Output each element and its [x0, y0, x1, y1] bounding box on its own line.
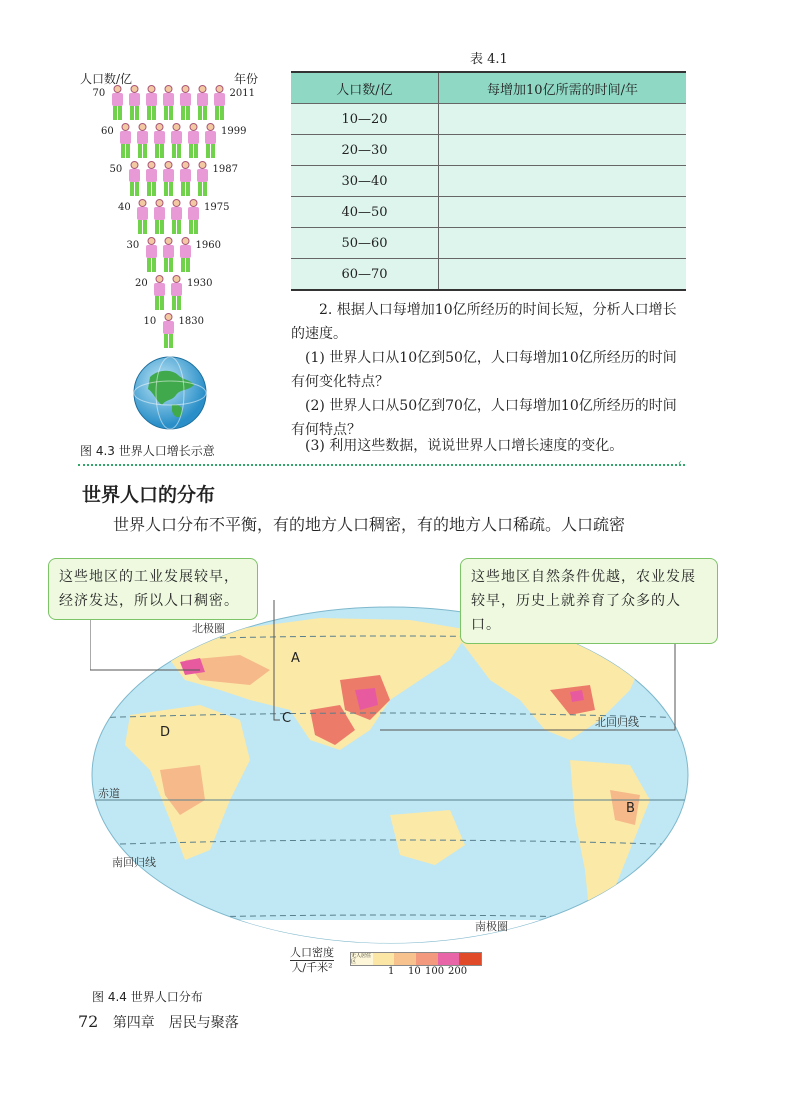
table-cell-range: 40—50: [291, 197, 439, 228]
legend-swatch: [459, 953, 481, 965]
globe-icon: [132, 355, 208, 431]
pyramid-value: 20: [135, 278, 148, 289]
map-label-B: B: [626, 801, 635, 816]
table-row: [291, 197, 686, 228]
table-cell-answer[interactable]: [439, 104, 687, 135]
pyramid-row: [109, 84, 228, 122]
page-number: 72: [78, 1012, 99, 1031]
table-row: [291, 135, 686, 166]
legend-tick-200: 200: [448, 966, 468, 977]
people-row-icon: [160, 312, 177, 350]
pyramid-value: 60: [101, 126, 114, 137]
legend-uninhabited-text: 无人居住区: [351, 953, 372, 965]
legend-swatch: [416, 953, 438, 965]
table-title: 表 4.1: [470, 52, 508, 67]
pyramid-value: 50: [109, 164, 123, 175]
pyramid-row: [151, 274, 185, 312]
table-cell-answer[interactable]: [439, 166, 687, 197]
table-cell-range: 10—20: [291, 104, 439, 135]
legend-swatch: [394, 953, 416, 965]
map-label-equator: 赤道: [98, 787, 120, 800]
legend-title: 人口密度: [290, 946, 334, 959]
legend-swatch-uninhabited: [351, 953, 373, 965]
map-label-tropic-n: 北回归线: [595, 716, 639, 729]
people-row-icon: [117, 122, 219, 160]
people-row-icon: [134, 198, 202, 236]
legend-color-bar: [350, 952, 482, 966]
table-row: [291, 259, 686, 291]
legend-swatch: [373, 953, 395, 965]
chapter-title: 第四章 居民与聚落: [112, 1015, 239, 1031]
table-row: [291, 228, 686, 259]
divider-arrow-icon: ‹: [678, 458, 682, 469]
table-header-population: 人口数/亿: [291, 72, 439, 104]
callout-right: 这些地区自然条件优越，农业发展较早，历史上就养育了众多的人口。: [460, 558, 718, 644]
table-4-1: [291, 71, 686, 291]
legend-tick-10: 10: [408, 966, 421, 977]
table-cell-range: 60—70: [291, 259, 439, 291]
pyramid-year: 1960: [195, 240, 221, 251]
table-header-row: [291, 72, 686, 104]
legend-tick-100: 100: [425, 966, 445, 977]
pyramid-row: [117, 122, 219, 160]
map-label-C: C: [282, 711, 292, 726]
pyramid-year: 1975: [204, 202, 230, 213]
pyramid-year-label: 年份: [234, 72, 259, 86]
pyramid-caption: 图 4.3 世界人口增长示意: [80, 444, 215, 458]
question-2-3: (3) 利用这些数据，说说世界人口增长速度的变化。: [305, 438, 624, 454]
people-row-icon: [126, 160, 211, 198]
map-caption: 图 4.4 世界人口分布: [92, 990, 203, 1004]
legend-swatch: [438, 953, 460, 965]
pyramid-row: [160, 312, 177, 350]
map-label-arctic: 北极圈: [192, 622, 225, 635]
section-divider: [78, 464, 685, 466]
legend-tick-1: 1: [388, 966, 395, 977]
question-2-1: (1) 世界人口从10亿到50亿，人口每增加10亿所经历的时间有何变化特点？: [291, 350, 677, 390]
table-cell-range: 50—60: [291, 228, 439, 259]
pyramid-year: 1987: [212, 164, 238, 175]
question-2-2: (2) 世界人口从50亿到70亿，人口每增加10亿所经历的时间有何特点？: [291, 398, 677, 438]
table-cell-answer[interactable]: [439, 259, 687, 291]
table-row: [291, 104, 686, 135]
pyramid-value: 10: [143, 316, 157, 327]
pyramid-year: 1999: [221, 126, 247, 137]
table-cell-range: 20—30: [291, 135, 439, 166]
world-population-map: [90, 600, 690, 950]
table-cell-answer[interactable]: [439, 135, 687, 166]
table-row: [291, 166, 686, 197]
pyramid-year: 1830: [178, 316, 204, 327]
table-header-years: 每增加10亿所需的时间/年: [439, 72, 687, 104]
pyramid-year: 1930: [187, 278, 213, 289]
pyramid-value: 40: [118, 202, 131, 213]
table-cell-range: 30—40: [291, 166, 439, 197]
map-label-tropic-s: 南回归线: [112, 856, 156, 869]
page-footer: [78, 1012, 239, 1032]
pyramid-value: 70: [92, 88, 106, 99]
map-label-D: D: [160, 725, 171, 740]
pyramid-year: 2011: [229, 88, 255, 99]
people-row-icon: [109, 84, 228, 122]
section-title: 世界人口的分布: [82, 484, 216, 506]
legend-unit: 人/千米²: [291, 961, 333, 974]
question-2: 2. 根据人口每增加10亿所经历的时间长短，分析人口增长的速度。: [291, 302, 677, 342]
pyramid-y-label: 人口数/亿: [80, 72, 133, 86]
pyramid-row: [134, 198, 202, 236]
section-paragraph: 世界人口分布不平衡，有的地方人口稠密，有的地方人口稀疏。人口疏密: [113, 515, 626, 534]
table-cell-answer[interactable]: [439, 197, 687, 228]
pyramid-row: [143, 236, 194, 274]
map-label-antarctic: 南极圈: [475, 920, 508, 933]
map-label-A: A: [291, 651, 300, 666]
callout-left: 这些地区的工业发展较早，经济发达，所以人口稠密。: [48, 558, 258, 620]
people-row-icon: [151, 274, 185, 312]
table-cell-answer[interactable]: [439, 228, 687, 259]
pyramid-value: 30: [126, 240, 140, 251]
legend-title-block: [290, 946, 334, 975]
pyramid-row: [126, 160, 211, 198]
people-row-icon: [143, 236, 194, 274]
